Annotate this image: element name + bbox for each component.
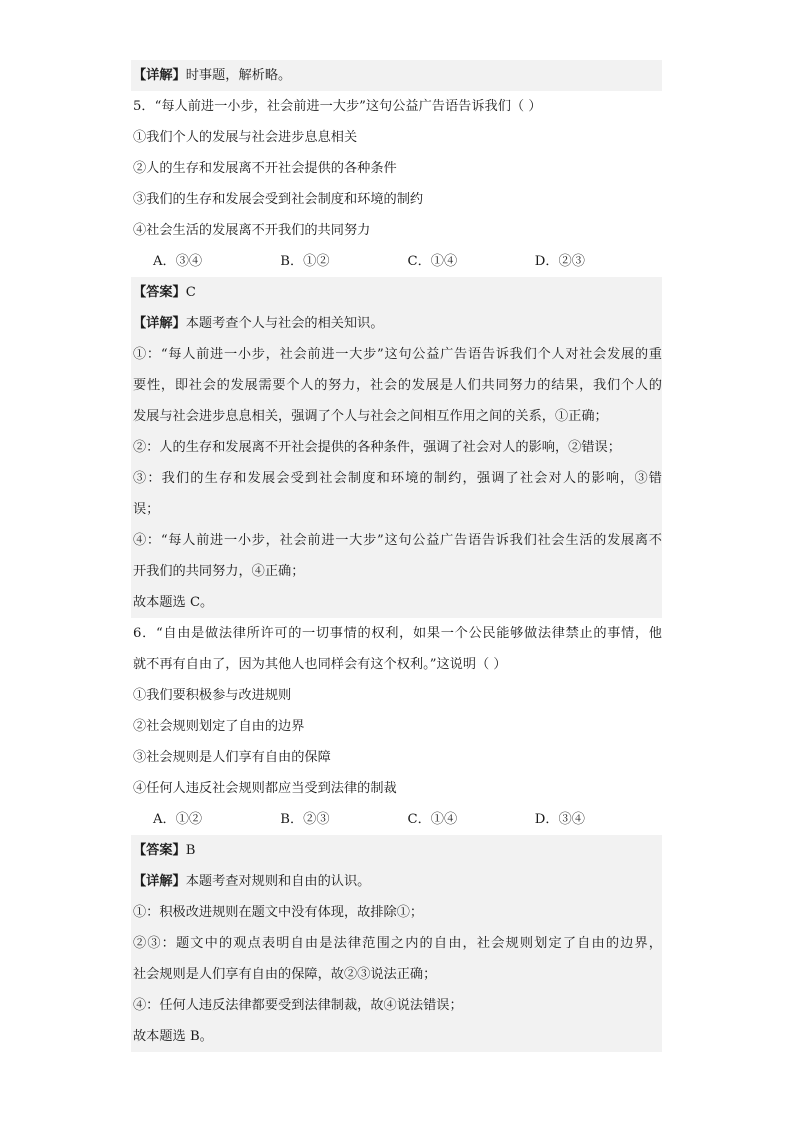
text-line: [131, 587, 662, 618]
text-line: [131, 370, 662, 401]
text-line: [131, 184, 662, 215]
line-text: ②人的生存和发展离不开社会提供的各种条件: [133, 161, 397, 176]
text-line: [131, 91, 662, 122]
section-line: [131, 835, 662, 866]
text-line: [131, 711, 662, 742]
section-line: [131, 60, 662, 91]
text-line: [131, 680, 662, 711]
line-text: ④社会生活的发展离不开我们的共同努力: [133, 223, 371, 238]
section-label: 【详解】: [133, 316, 186, 331]
answer-option: B．①②: [280, 254, 330, 269]
answer-options: [131, 246, 662, 277]
text-line: [131, 153, 662, 184]
text-line: [131, 401, 662, 432]
line-text: ①：积极改进规则在题文中没有体现，故排除①；: [133, 905, 424, 920]
line-text: ②③：题文中的观点表明自由是法律范围之内的自由，社会规则划定了自由的边界，: [133, 936, 662, 951]
line-text: ③我们的生存和发展会受到社会制度和环境的制约: [133, 192, 424, 207]
text-line: [131, 339, 662, 370]
line-text: ④：任何人违反法律都要受到法律制裁，故④说法错误；: [133, 998, 463, 1013]
text-line: [131, 122, 662, 153]
text-line: [131, 463, 662, 494]
document-body: [131, 60, 662, 1052]
section-line: [131, 308, 662, 339]
text-line: [131, 959, 662, 990]
answer-option: D．③④: [534, 812, 585, 827]
line-text: 误；: [133, 502, 160, 517]
section-label: 【详解】: [133, 874, 186, 889]
line-text: B: [185, 843, 196, 858]
answer-options: [131, 804, 662, 835]
text-line: [131, 990, 662, 1021]
text-line: [131, 215, 662, 246]
answer-option: C．①④: [407, 254, 458, 269]
line-text: ①：“每人前进一小步，社会前进一大步”这句公益广告语告诉我们个人对社会发展的重: [133, 347, 662, 362]
text-line: [131, 649, 662, 680]
text-line: [131, 897, 662, 928]
answer-option: B．②③: [280, 812, 330, 827]
answer-option: A．③④: [153, 254, 203, 269]
line-text: 故本题选 C。: [133, 595, 214, 610]
line-text: C: [185, 285, 196, 300]
text-line: [131, 742, 662, 773]
line-text: ③：我们的生存和发展会受到社会制度和环境的制约，强调了社会对人的影响，③错: [133, 471, 662, 486]
section-line: [131, 866, 662, 897]
section-line: [131, 277, 662, 308]
line-text: ④：“每人前进一小步，社会前进一大步”这句公益广告语告诉我们社会生活的发展离不: [133, 533, 662, 548]
answer-option: C．①④: [407, 812, 458, 827]
section-label: 【详解】: [133, 68, 186, 83]
section-label: 【答案】: [133, 285, 186, 300]
line-text: ④任何人违反社会规则都应当受到法律的制裁: [133, 781, 397, 796]
text-line: [131, 494, 662, 525]
answer-option: D．②③: [534, 254, 585, 269]
line-text: ①我们要积极参与改进规则: [133, 688, 292, 703]
text-line: [131, 432, 662, 463]
line-text: 社会规则是人们享有自由的保障，故②③说法正确；: [133, 967, 437, 982]
text-line: [131, 773, 662, 804]
answer-option: A．①②: [153, 812, 203, 827]
line-text: ①我们个人的发展与社会进步息息相关: [133, 130, 358, 145]
line-text: 5．“每人前进一小步，社会前进一大步”这句公益广告语告诉我们（ ）: [133, 99, 542, 114]
text-line: [131, 556, 662, 587]
line-text: ②社会规则划定了自由的边界: [133, 719, 305, 734]
line-text: 就不再有自由了，因为其他人也同样会有这个权利。”这说明（ ）: [133, 657, 507, 672]
line-text: 本题考查对规则和自由的认识。: [185, 874, 371, 889]
section-label: 【答案】: [133, 843, 186, 858]
line-text: ②：人的生存和发展离不开社会提供的各种条件，强调了社会对人的影响，②错误；: [133, 440, 621, 455]
line-text: 故本题选 B。: [133, 1029, 213, 1044]
line-text: 开我们的共同努力，④正确；: [133, 564, 305, 579]
line-text: 要性，即社会的发展需要个人的努力，社会的发展是人们共同努力的结果，我们个人的: [133, 378, 662, 393]
line-text: 时事题，解析略。: [185, 68, 292, 83]
text-line: [131, 525, 662, 556]
line-text: 6．“自由是做法律所许可的一切事情的权利，如果一个公民能够做法律禁止的事情，他: [133, 626, 662, 641]
line-text: 发展与社会进步息息相关，强调了个人与社会之间相互作用之间的关系，①正确；: [133, 409, 608, 424]
text-line: [131, 618, 662, 649]
text-line: [131, 1021, 662, 1052]
text-line: [131, 928, 662, 959]
line-text: 本题考查个人与社会的相关知识。: [185, 316, 384, 331]
line-text: ③社会规则是人们享有自由的保障: [133, 750, 331, 765]
